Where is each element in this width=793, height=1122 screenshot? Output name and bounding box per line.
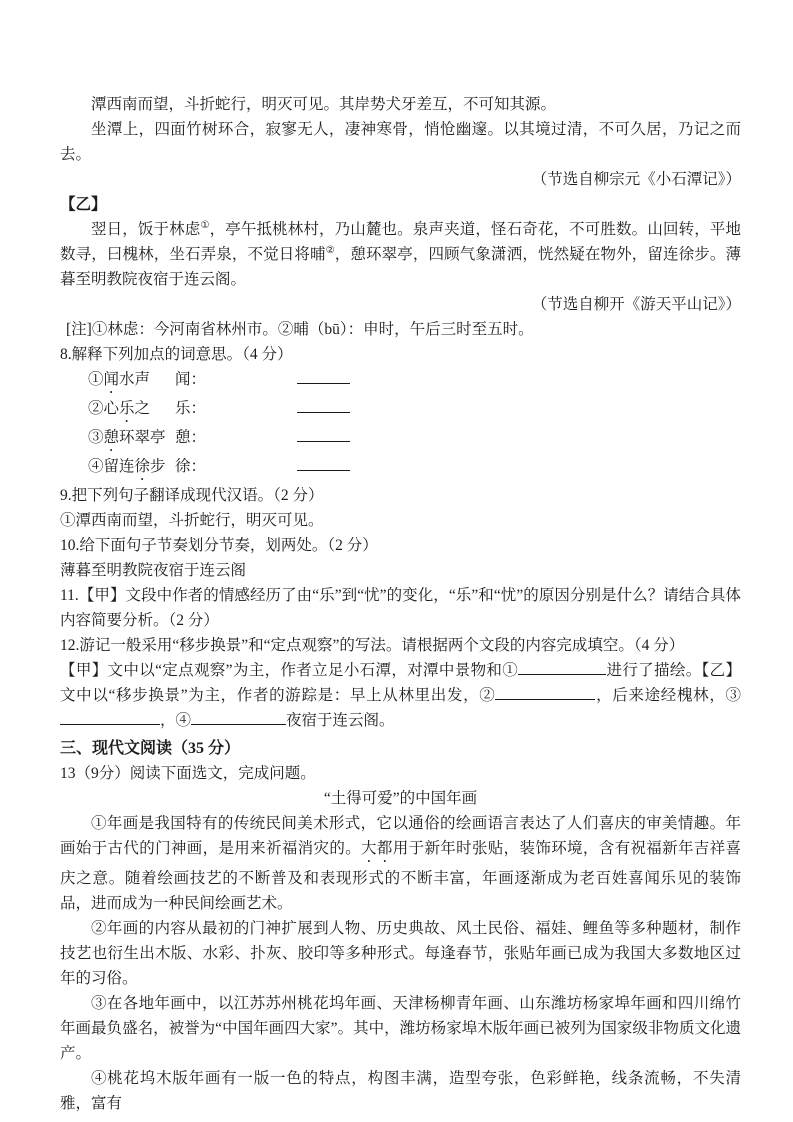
passage-yi-source: （节选自柳开《游天平山记》） bbox=[531, 296, 741, 313]
q8-item-3-answer-blank bbox=[297, 426, 350, 442]
q8-item-2-gloss: 乐： bbox=[175, 400, 207, 417]
question-8-stem: 8.解释下列加点的词意思。（4 分） bbox=[60, 346, 293, 363]
footnote-ref: ① bbox=[200, 219, 210, 231]
answer-blank bbox=[518, 659, 606, 675]
question-9-sentence: ①潭西南而望，斗折蛇行，明灭可见。 bbox=[60, 512, 324, 529]
q8-item-2 bbox=[60, 396, 741, 425]
question-12-fill-text: 【甲】文中以“定点观察”为主，作者立足小石潭，对潭中景物和① 进行了描绘。【乙】文中以“移步换景”为主，作者的游踪是：早上从林里出发，② ，后来途经槐林，③，④ 夜宿于连云阁。 bbox=[60, 658, 741, 733]
q8-item-1-answer-blank bbox=[297, 368, 350, 384]
q8-item-2-phrase: ②心乐之 bbox=[88, 400, 151, 417]
answer-blank bbox=[60, 709, 160, 725]
answer-blank bbox=[495, 684, 595, 700]
passage-jia-line-2: 坐潭上，四面竹树环合，寂寥无人，凄神寒骨，悄怆幽邃。以其境过清，不可久居，乃记之而去。 bbox=[60, 121, 741, 163]
q8-item-1-gloss: 闻： bbox=[175, 371, 207, 388]
question-10-sentence: 薄暮至明教院夜宿于连云阁 bbox=[60, 562, 247, 579]
footnotes: [注]①林虑：今河南省林州市。②晡（bū）：申时，午后三时至五时。 bbox=[66, 321, 534, 338]
q8-item-4-answer-blank bbox=[297, 455, 350, 471]
dotted-emphasis-text: 憩 bbox=[103, 429, 120, 446]
q8-item-4-gloss: 徐： bbox=[175, 458, 207, 475]
question-9-stem: 9.把下列句子翻译成现代汉语。（2 分） bbox=[60, 487, 324, 504]
essay-para-4: ④桃花坞木版年画有一版一色的特点，构图丰满，造型夸张，色彩鲜艳，线条流畅，不失清雅，富有 bbox=[60, 1070, 741, 1112]
dotted-emphasis-text: 大都 bbox=[361, 840, 393, 857]
passage-yi-label: 【乙】 bbox=[60, 196, 107, 213]
question-12-stem: 12.游记一般采用“移步换景”和“定点观察”的写法。请根据两个文段的内容完成填空。（4 分） bbox=[60, 637, 685, 654]
q8-item-1 bbox=[60, 367, 741, 396]
footnote-ref: ② bbox=[325, 244, 335, 256]
q8-item-4-phrase: ④留连徐步 bbox=[88, 458, 166, 475]
passage-jia-line-1: 潭西南而望，斗折蛇行，明灭可见。其岸势犬牙差互，不可知其源。 bbox=[91, 96, 557, 113]
essay-title: “土得可爱”的中国年画 bbox=[323, 790, 478, 807]
answer-blank bbox=[191, 709, 286, 725]
section-3-heading: 三、现代文阅读（35 分） bbox=[60, 740, 241, 757]
q8-item-3 bbox=[60, 425, 741, 454]
q8-item-4 bbox=[60, 454, 741, 483]
passage-yi-text: 翌日，饭于林虑①，亭午抵桃林村，乃山麓也。泉声夹道，怪石奇花，不可胜数。山回转，平地数寻，曰槐林，坐石弄泉，不觉日将晡②，憩环翠亭，四顾气象潇洒，恍然疑在物外，留连徐步。薄暮至明教院夜宿于连云阁。 bbox=[60, 219, 741, 288]
essay-para-2: ②年画的内容从最初的门神扩展到人物、历史典故、风土民俗、福娃、鲤鱼等多种题材，制作技艺也衍生出木版、水彩、扑灰、胶印等多种形式。每逢春节，张贴年画已成为我国大多数地区过年的习俗。 bbox=[60, 920, 741, 987]
passage-jia-source: （节选自柳宗元《小石潭记》） bbox=[531, 171, 741, 188]
question-10-stem: 10.给下面句子节奏划分节奏，划两处。（2 分） bbox=[60, 537, 378, 554]
dotted-emphasis-text: 闻 bbox=[103, 371, 120, 388]
question-11-stem: 11.【甲】文段中作者的情感经历了由“乐”到“忧”的变化，“乐”和“忧”的原因分别是什么？请结合具体内容简要分析。（2 分） bbox=[60, 587, 741, 629]
q8-item-3-gloss: 憩： bbox=[175, 429, 207, 446]
dotted-emphasis-text: 乐 bbox=[119, 400, 135, 417]
essay-para-3: ③在各地年画中，以江苏苏州桃花坞年画、天津杨柳青年画、山东潍坊杨家埠年画和四川绵竹年画最负盛名，被誉为“中国年画四大家”。其中，潍坊杨家埠木版年画已被列为国家级非物质文化遗产。 bbox=[60, 995, 741, 1062]
essay-para-1: ①年画是我国特有的传统民间美术形式，它以通俗的绘画语言表达了人们喜庆的审美情趣。年画始于古代的门神画，是用来祈福消灾的。大都用于新年时张贴，装饰环境，含有祝福新年吉祥喜庆之意。随着绘画技艺的不断普及和表现形式的不断丰富，年画逐渐成为老百姓喜闻乐见的装饰品，进而成为一种民间绘画艺术。 bbox=[60, 815, 741, 912]
q8-item-2-answer-blank bbox=[297, 397, 350, 413]
dotted-emphasis-text: 徐 bbox=[134, 458, 151, 475]
q8-item-3-phrase: ③憩环翠亭 bbox=[88, 429, 166, 446]
question-13-intro: 13（9分）阅读下面选文，完成问题。 bbox=[60, 765, 316, 782]
q8-item-1-phrase: ①闻水声 bbox=[88, 371, 151, 388]
